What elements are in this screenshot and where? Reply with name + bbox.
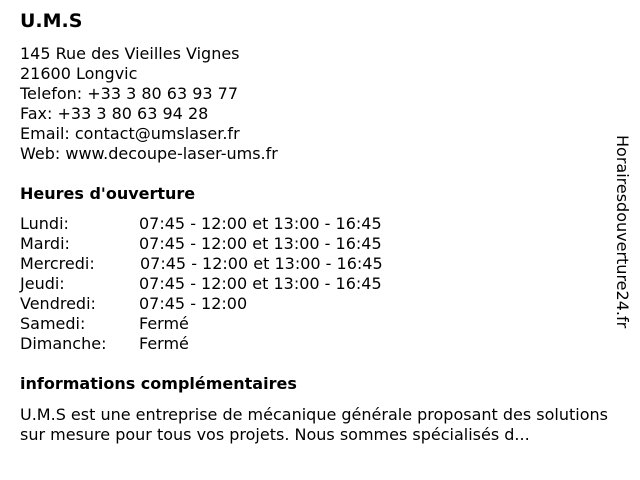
additional-info-heading: informations complémentaires xyxy=(20,374,297,393)
hours-row-wednesday xyxy=(20,254,383,274)
hours-row-monday xyxy=(20,214,383,234)
day-label: Vendredi: xyxy=(20,294,96,313)
hours-row-sunday xyxy=(20,334,383,354)
postal-city: 21600 Longvic xyxy=(20,64,138,83)
day-hours: 07:45 - 12:00 et 13:00 - 16:45 xyxy=(139,274,382,293)
day-hours: 07:45 - 12:00 et 13:00 - 16:45 xyxy=(140,254,383,273)
day-hours: 07:45 - 12:00 xyxy=(139,294,248,313)
day-hours: Fermé xyxy=(139,314,189,333)
opening-hours-table xyxy=(20,214,383,354)
day-label: Samedi: xyxy=(20,314,86,333)
fax-number: Fax: +33 3 80 63 94 28 xyxy=(20,104,209,123)
hours-row-friday xyxy=(20,294,383,314)
day-hours: 07:45 - 12:00 et 13:00 - 16:45 xyxy=(139,234,382,253)
opening-hours-heading: Heures d'ouverture xyxy=(20,184,196,203)
day-hours: Fermé xyxy=(139,334,189,353)
side-brand-watermark: Horairesdouverture24.fr xyxy=(613,135,632,329)
phone-number: Telefon: +33 3 80 63 93 77 xyxy=(20,84,239,103)
business-name: U.M.S xyxy=(20,10,83,32)
website-address: Web: www.decoupe-laser-ums.fr xyxy=(20,144,278,163)
day-label: Mercredi: xyxy=(20,254,95,273)
day-hours: 07:45 - 12:00 et 13:00 - 16:45 xyxy=(139,214,382,233)
day-label: Mardi: xyxy=(20,234,70,253)
hours-row-tuesday xyxy=(20,234,383,254)
email-address: Email: contact@umslaser.fr xyxy=(20,124,240,143)
day-label: Dimanche: xyxy=(20,334,107,353)
street-address: 145 Rue des Vieilles Vignes xyxy=(20,44,240,63)
day-label: Lundi: xyxy=(20,214,69,233)
contact-block xyxy=(20,44,278,164)
day-label: Jeudi: xyxy=(20,274,65,293)
additional-info-text: U.M.S est une entreprise de mécanique générale proposant des solutions sur mesure pour tous vos projets. Nous sommes spécialisés d... xyxy=(20,405,608,444)
hours-row-thursday xyxy=(20,274,383,294)
hours-row-saturday xyxy=(20,314,383,334)
